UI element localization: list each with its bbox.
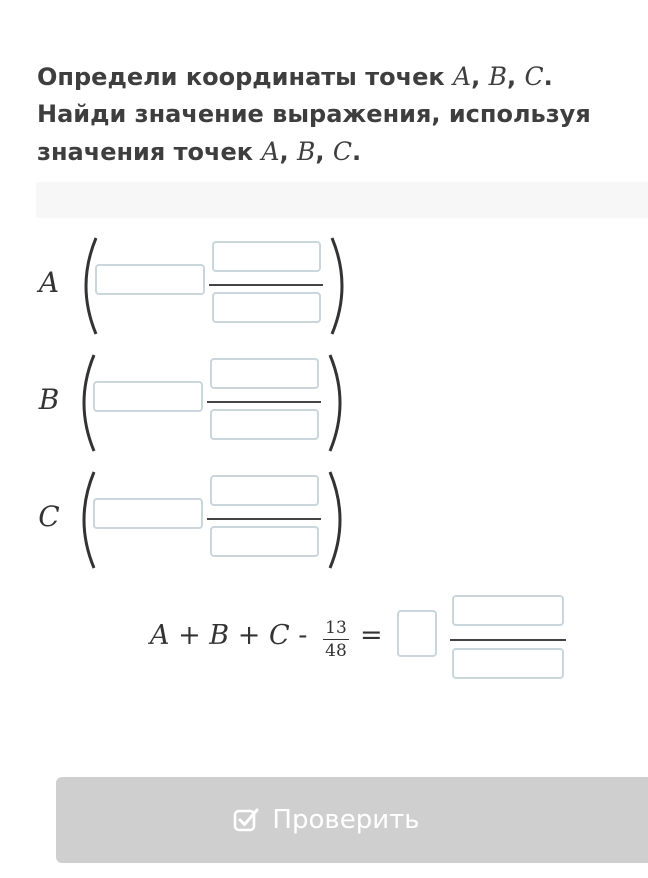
point-c-label: C bbox=[38, 500, 60, 533]
question-sep: , bbox=[315, 138, 333, 166]
math-var-b: B bbox=[296, 137, 316, 166]
math-var-a: A bbox=[261, 137, 280, 166]
question-sep: , bbox=[471, 63, 489, 91]
question-sep: , bbox=[279, 138, 297, 166]
point-b-numerator-input[interactable] bbox=[210, 358, 319, 389]
check-button-content bbox=[232, 805, 419, 835]
given-fraction-bar bbox=[323, 639, 349, 640]
point-a-numerator-input[interactable] bbox=[212, 241, 321, 272]
right-paren-icon bbox=[324, 470, 352, 570]
right-paren-icon bbox=[324, 353, 352, 453]
plus-sign: + bbox=[169, 620, 210, 651]
point-a-fraction-bar bbox=[209, 284, 323, 286]
check-button[interactable] bbox=[56, 777, 648, 863]
minus-sign: - bbox=[289, 620, 308, 651]
answer-numerator-input[interactable] bbox=[452, 595, 564, 626]
plus-sign: + bbox=[229, 620, 269, 651]
math-var-a: A bbox=[150, 620, 170, 651]
answer-fraction-bar bbox=[450, 639, 566, 641]
point-b-denominator-input[interactable] bbox=[210, 409, 319, 440]
given-fraction bbox=[323, 618, 349, 661]
answer-whole-input[interactable] bbox=[397, 610, 437, 657]
point-a-label: A bbox=[38, 266, 60, 299]
right-paren-icon bbox=[326, 236, 354, 336]
given-fraction-numerator: 13 bbox=[325, 618, 347, 638]
point-b-row bbox=[36, 353, 366, 457]
question-sep: , bbox=[506, 63, 525, 91]
number-line-area bbox=[36, 182, 648, 218]
point-b-label: B bbox=[38, 383, 60, 416]
math-var-a: A bbox=[453, 62, 472, 91]
equals-sign: = bbox=[360, 620, 383, 651]
given-fraction-denominator: 48 bbox=[325, 641, 347, 661]
math-var-c: C bbox=[332, 137, 352, 166]
question-text bbox=[37, 58, 648, 171]
math-var-b: B bbox=[488, 62, 507, 91]
math-var-b: B bbox=[209, 620, 230, 651]
point-c-fraction-bar bbox=[207, 518, 321, 520]
point-b-fraction-bar bbox=[207, 401, 321, 403]
point-a-whole-input[interactable] bbox=[95, 264, 205, 295]
point-c-numerator-input[interactable] bbox=[210, 475, 319, 506]
question-part: Определи координаты точек bbox=[37, 63, 454, 91]
point-c-denominator-input[interactable] bbox=[210, 526, 319, 557]
question-part: . Найди значение выражения, используя значения точек bbox=[37, 63, 591, 166]
question-end: . bbox=[351, 138, 362, 166]
checkbox-check-icon bbox=[232, 806, 260, 834]
point-c-row bbox=[36, 470, 366, 574]
point-c-whole-input[interactable] bbox=[93, 498, 203, 529]
check-button-label: Проверить bbox=[272, 805, 420, 835]
point-a-denominator-input[interactable] bbox=[212, 292, 321, 323]
point-b-whole-input[interactable] bbox=[93, 381, 203, 412]
math-var-c: C bbox=[268, 620, 290, 651]
math-var-c: C bbox=[524, 62, 544, 91]
answer-denominator-input[interactable] bbox=[452, 648, 564, 679]
point-a-row bbox=[36, 236, 366, 340]
expression-terms bbox=[150, 620, 307, 651]
